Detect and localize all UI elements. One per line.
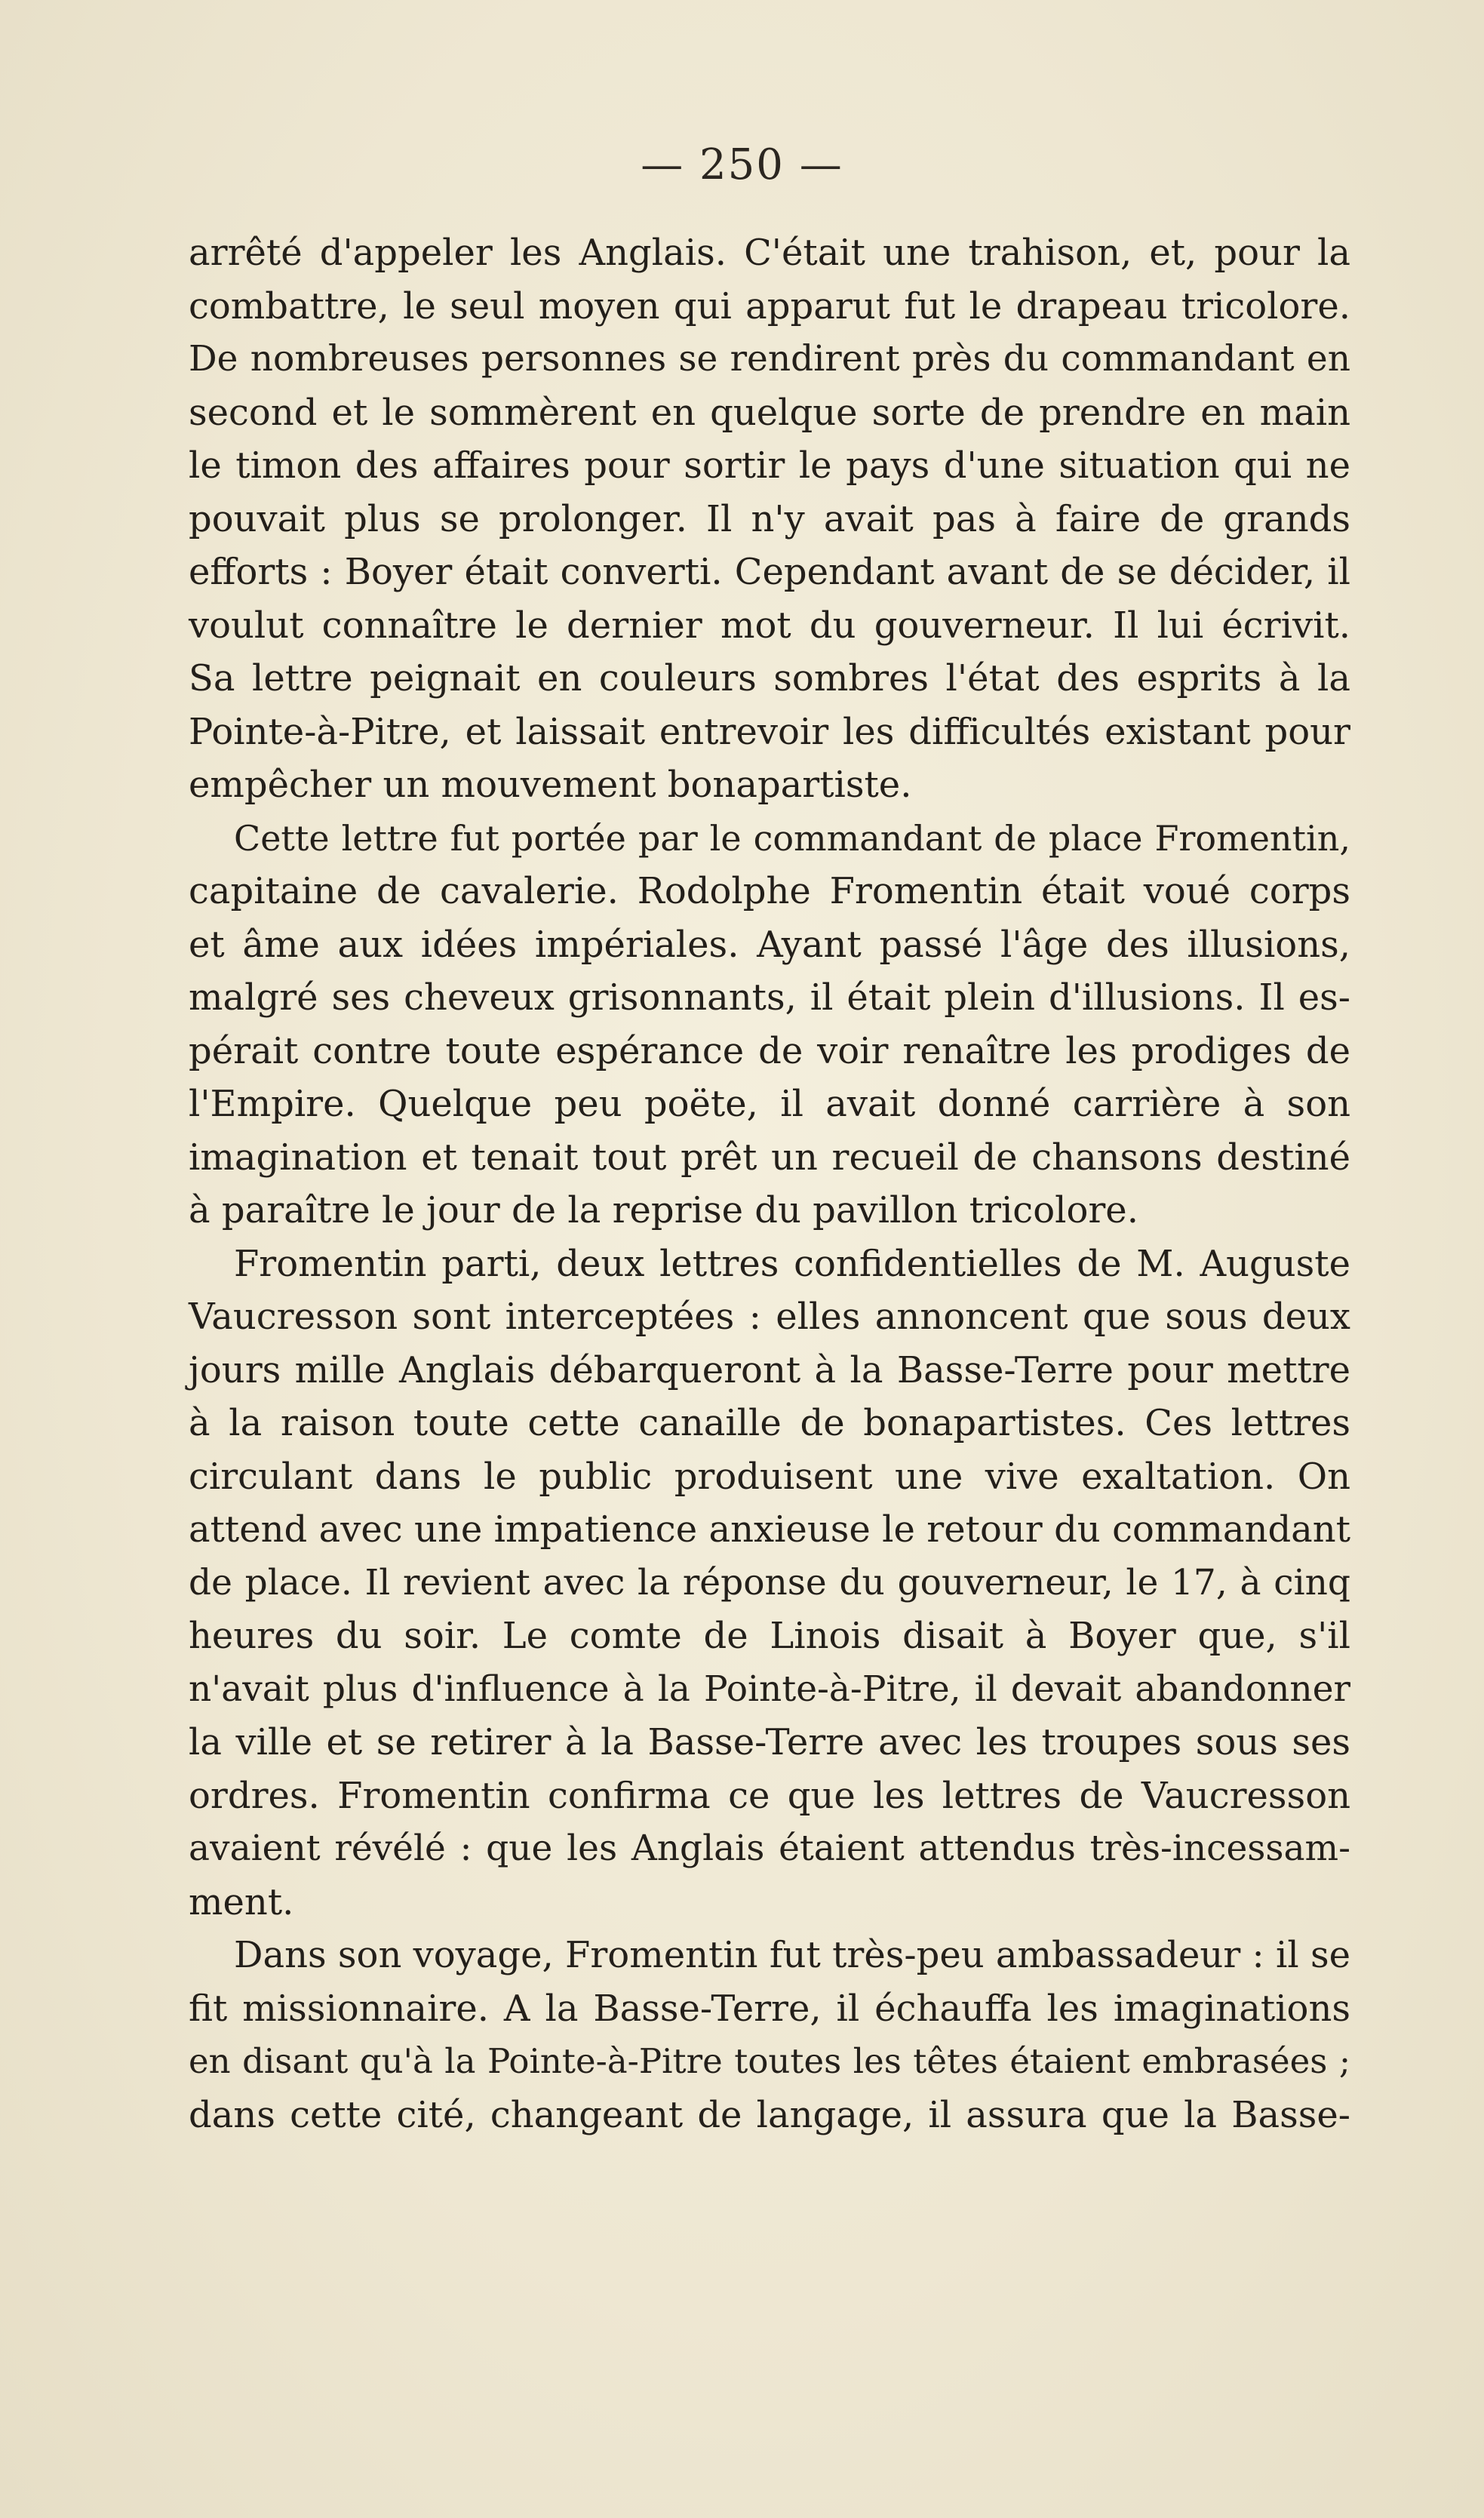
text-line: De nombreuses personnes se rendirent près du commandant en [189, 338, 1350, 380]
text-line: la ville et se retirer à la Basse-Terre avec les troupes sous ses [189, 1721, 1350, 1763]
text-line: Fromentin parti, deux lettres confidentielles de M. Auguste [234, 1242, 1350, 1285]
text-line: Cette lettre fut portée par le commandant de place Fromentin, [234, 817, 1350, 859]
text-line: dans cette cité, changeant de langage, il assura que la Basse- [189, 2093, 1350, 2136]
text-line: de place. Il revient avec la réponse du gouverneur, le 17, à cinq [189, 1561, 1350, 1603]
page-number: — 250 — [641, 140, 843, 189]
text-line: n'avait plus d'influence à la Pointe-à-Pitre, il devait abandonner [189, 1668, 1350, 1710]
text-line: second et le sommèrent en quelque sorte de prendre en main [189, 391, 1350, 434]
text-line: ment. [189, 1880, 294, 1923]
text-line: heures du soir. Le comte de Linois disait à Boyer que, s'il [189, 1615, 1350, 1657]
text-line: en disant qu'à la Pointe-à-Pitre toutes les têtes étaient embrasées ; [189, 2041, 1350, 2081]
text-line: ordres. Fromentin confirma ce que les lettres de Vaucresson [189, 1774, 1350, 1817]
text-line: et âme aux idées impériales. Ayant passé l'âge des illusions, [189, 923, 1350, 966]
text-line: combattre, le seul moyen qui apparut fut le drapeau tricolore. [189, 284, 1350, 327]
text-line: imagination et tenait tout prêt un recueil de chansons destiné [189, 1136, 1350, 1179]
text-line: Pointe-à-Pitre, et laissait entrevoir les difficultés existant pour [189, 710, 1350, 753]
text-line: jours mille Anglais débarqueront à la Basse-Terre pour mettre [189, 1348, 1350, 1391]
text-line: l'Empire. Quelque peu poëte, il avait donné carrière à son [189, 1083, 1350, 1125]
text-line: Sa lettre peignait en couleurs sombres l'état des esprits à la [189, 657, 1350, 699]
text-line: empêcher un mouvement bonapartiste. [189, 764, 912, 806]
text-line: à paraître le jour de la reprise du pavillon tricolore. [189, 1189, 1138, 1231]
text-line: voulut connaître le dernier mot du gouverneur. Il lui écrivit. [189, 604, 1350, 647]
text-line: circulant dans le public produisent une vive exaltation. On [189, 1455, 1350, 1498]
text-line: le timon des affaires pour sortir le pays d'une situation qui ne [189, 444, 1350, 487]
text-line: malgré ses cheveux grisonnants, il était plein d'illusions. Il es- [189, 976, 1350, 1019]
text-line: capitaine de cavalerie. Rodolphe Fromentin était voué corps [189, 870, 1350, 912]
text-line: attend avec une impatience anxieuse le retour du commandant [189, 1508, 1350, 1551]
text-line: avaient révélé : que les Anglais étaient attendus très-incessam- [189, 1828, 1350, 1869]
body-text [189, 226, 1350, 2141]
text-line: pérait contre toute espérance de voir renaître les prodiges de [189, 1029, 1350, 1072]
text-line: arrêté d'appeler les Anglais. C'était une trahison, et, pour la [189, 232, 1350, 274]
text-line: pouvait plus se prolonger. Il n'y avait pas à faire de grands [189, 497, 1350, 540]
text-line: Vaucresson sont interceptées : elles annoncent que sous deux [189, 1296, 1350, 1338]
text-line: efforts : Boyer était converti. Cependant avant de se décider, il [189, 551, 1350, 593]
text-line: Dans son voyage, Fromentin fut très-peu ambassadeur : il se [234, 1934, 1350, 1976]
text-line: fit missionnaire. A la Basse-Terre, il échauffa les imaginations [189, 1987, 1350, 2030]
text-line: à la raison toute cette canaille de bonapartistes. Ces lettres [189, 1402, 1350, 1444]
